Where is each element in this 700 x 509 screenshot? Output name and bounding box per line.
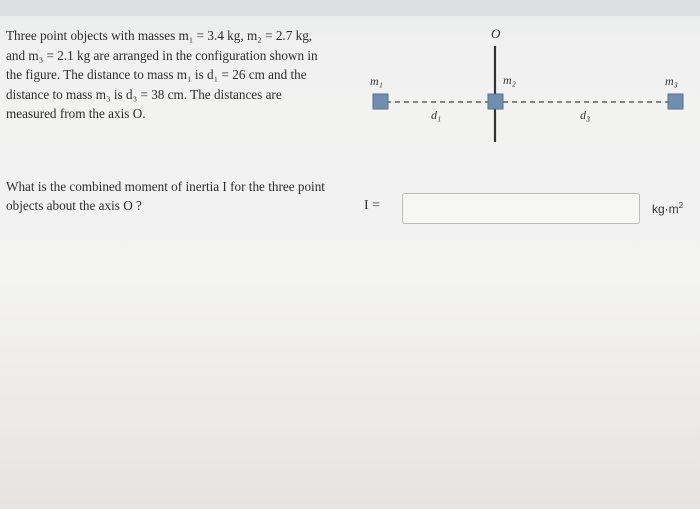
problem-line: distance to mass m₃ is d₃ = 38 cm. The distances are (6, 86, 282, 102)
problem-line: measured from the axis O. (6, 106, 146, 121)
top-strip (0, 0, 700, 16)
question-line: What is the combined moment of inertia I for the three point (6, 179, 325, 194)
question-statement (6, 177, 346, 215)
answer-label: I = (364, 198, 381, 213)
axis-label: O (491, 26, 501, 41)
mass-1-label: m₁ (370, 74, 383, 88)
mass-2-label: m₂ (503, 73, 516, 87)
problem-line: Three point objects with masses m₁ = 3.4 kg, m₂ = 2.7 kg, (6, 28, 313, 43)
answer-unit (652, 201, 683, 216)
unit-text: kg·m (652, 202, 679, 216)
question-line: objects about the axis O ? (6, 198, 142, 213)
mass-3-label: m₃ (665, 74, 678, 88)
mass-2-block (488, 94, 503, 109)
mass-configuration-figure (360, 22, 700, 152)
d1-label: d₁ (431, 108, 442, 122)
moment-of-inertia-input[interactable] (402, 193, 640, 224)
problem-line: and m₃ = 2.1 kg are arranged in the configuration shown in (6, 47, 318, 63)
unit-exponent: 2 (678, 201, 684, 210)
problem-statement (6, 26, 336, 124)
d3-label: d₃ (580, 108, 591, 122)
problem-line: the figure. The distance to mass m₁ is d₁ = 26 cm and the (6, 67, 307, 82)
mass-3-block (668, 94, 683, 109)
mass-1-block (373, 94, 388, 109)
